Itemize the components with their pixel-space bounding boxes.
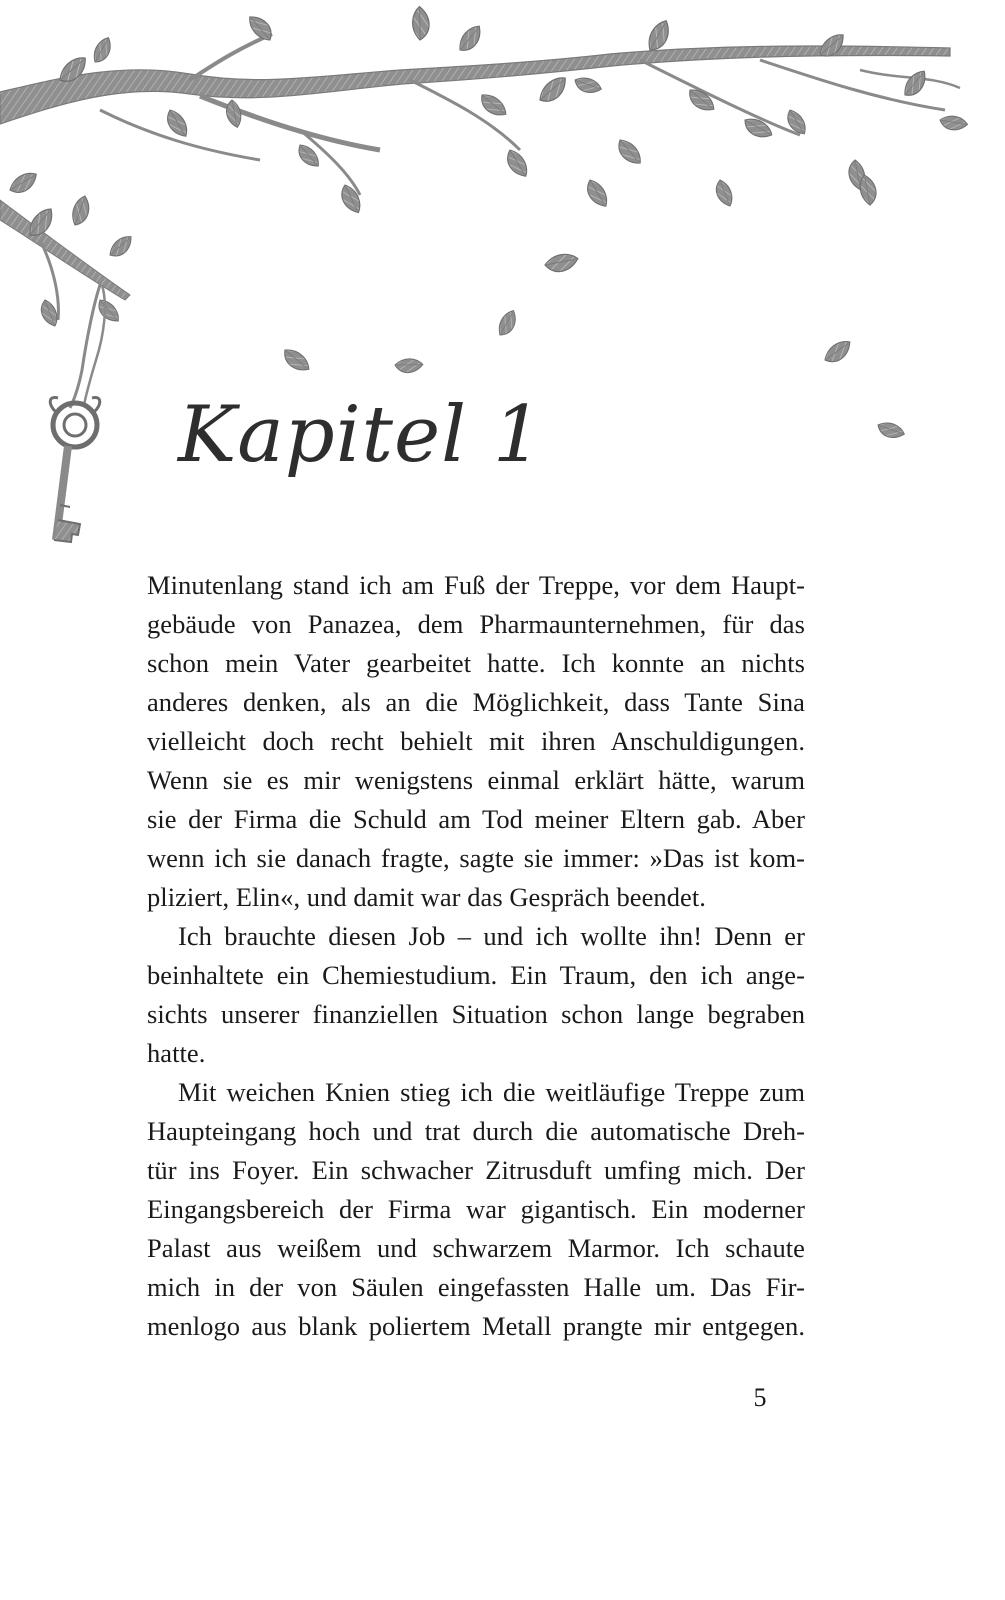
text-line: menlogo aus blank poliertem Metall prangte mir entgegen.: [147, 1311, 805, 1341]
text-line: sichts unserer finanziellen Situation schon lange begraben: [147, 999, 805, 1029]
text-line: gebäude von Panazea, dem Pharmaunternehmen, für das: [147, 609, 805, 639]
page-number: 5: [753, 1383, 767, 1412]
text-line: hatte.: [147, 1038, 206, 1068]
text-line: wenn ich sie danach fragte, sagte sie immer: »Das ist kom-: [147, 843, 805, 873]
text-line: vielleicht doch recht behielt mit ihren Anschuldigungen.: [147, 726, 805, 756]
text-line: Wenn sie es mir wenigstens einmal erklärt hätte, warum: [147, 765, 805, 795]
branch: [0, 34, 960, 320]
branch-with-leaves-and-hanging-key-icon: [0, 0, 1005, 580]
text-line: Mit weichen Knien stieg ich die weitläufige Treppe zum: [178, 1077, 805, 1107]
text-line: anderes denken, als an die Möglichkeit, dass Tante Sina: [147, 687, 805, 717]
key-icon: [50, 285, 105, 542]
text-line: Eingangsbereich der Firma war gigantisch. Ein moderner: [147, 1194, 805, 1224]
text-line: tür ins Foyer. Ein schwacher Zitrusduft umfing mich. Der: [147, 1155, 805, 1185]
text-line: schon mein Vater gearbeitet hatte. Ich konnte an nichts: [147, 648, 805, 678]
text-line: Haupteingang hoch und trat durch die automatische Dreh-: [147, 1116, 805, 1146]
text-line: Minutenlang stand ich am Fuß der Treppe, vor dem Haupt-: [147, 570, 805, 600]
chapter-title: Kapitel 1: [178, 390, 544, 480]
text-line: mich in der von Säulen eingefassten Halle um. Das Fir-: [147, 1272, 805, 1302]
text-line: Palast aus weißem und schwarzem Marmor. Ich schaute: [147, 1233, 805, 1263]
text-line: sie der Firma die Schuld am Tod meiner Eltern gab. Aber: [147, 804, 805, 834]
body-text: [147, 566, 805, 1346]
text-line: pliziert, Elin«, und damit war das Gespräch beendet.: [147, 882, 706, 912]
text-line: Ich brauchte diesen Job – und ich wollte ihn! Denn er: [178, 921, 805, 951]
text-line: beinhaltete ein Chemiestudium. Ein Traum, den ich ange-: [147, 960, 805, 990]
